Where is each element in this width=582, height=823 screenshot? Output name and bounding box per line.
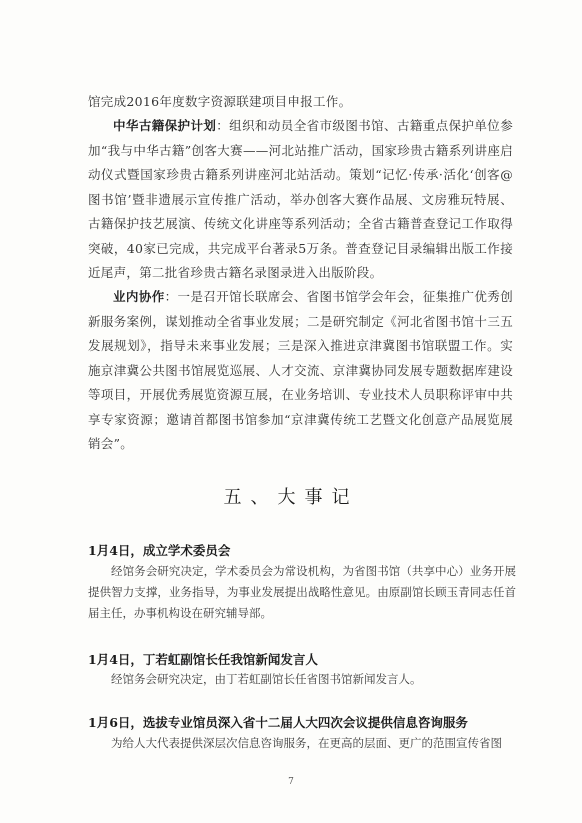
paragraph-text: ：一是召开馆长联席会、省图书馆学会年会，征集推广优秀创新服务案例，谋划推动全省事业发展；二是研究制定《河北省图书馆十三五发展规划》，指导未来事业发展；三是深入推进京津冀图书馆联盟工作。实施京津冀公共图书馆展览巡展、人才交流、京津冀协同发展专题数据库建设等项目，开展优秀展览资源互展，在业务培训、专业技术人员职称评审中共享专家资源；邀请首都图书馆参加“京津冀传统工艺暨文化创意产品展览展销会”。 xyxy=(88,289,514,451)
event-body: 经馆务会研究决定，由丁若虹副馆长任省图书馆新闻发言人。 xyxy=(111,672,422,686)
event-title: 1月6日，选拔专业馆员深入省十二届人大四次会议提供信息咨询服务 xyxy=(88,715,468,730)
paragraph-collaboration xyxy=(88,285,513,457)
paragraph-ancient-books xyxy=(88,114,513,286)
event-body: 为给人大代表提供深层次信息咨询服务，在更高的层面、更广的范围宣传省图 xyxy=(111,736,502,750)
event-title: 1月4日，丁若虹副馆长任我馆新闻发言人 xyxy=(88,652,318,667)
page-number: 7 xyxy=(288,777,294,787)
paragraph-digital-resources xyxy=(88,90,513,115)
paragraph-lead: 中华古籍保护计划 xyxy=(113,118,217,133)
paragraph-text: ：组织和动员全省市级图书馆、古籍重点保护单位参加“我与中华古籍”创客大赛——河北站推广活动，国家珍贵古籍系列讲座启动仪式暨国家珍贵古籍系列讲座河北站活动。策划“记忆·传承·活化‘创客@图书馆’暨非遗展示宣传推广活动，举办创客大赛作品展、文房雅玩特展、古籍保护技艺展演、传统文化讲座等系列活动；全省古籍普查登记工作取得突破，40家已完成，共完成平台著录5万条。普查登记目录编辑出版工作接近尾声，第二批省珍贵古籍名录图录进入出版阶段。 xyxy=(88,118,514,280)
paragraph-text: 馆完成2016年度数字资源联建项目申报工作。 xyxy=(88,94,352,109)
paragraph-lead: 业内协作 xyxy=(113,289,165,304)
section-title: 五、大事记 xyxy=(223,487,359,508)
event-body: 经馆务会研究决定，学术委员会为常设机构，为省图书馆（共享中心）业务开展提供智力支撑，业务指导，为事业发展提出战略性意见。由原副馆长顾玉青同志任首届主任，办事机构设在研究辅导部。 xyxy=(88,564,516,620)
event-title: 1月4日，成立学术委员会 xyxy=(88,543,231,558)
